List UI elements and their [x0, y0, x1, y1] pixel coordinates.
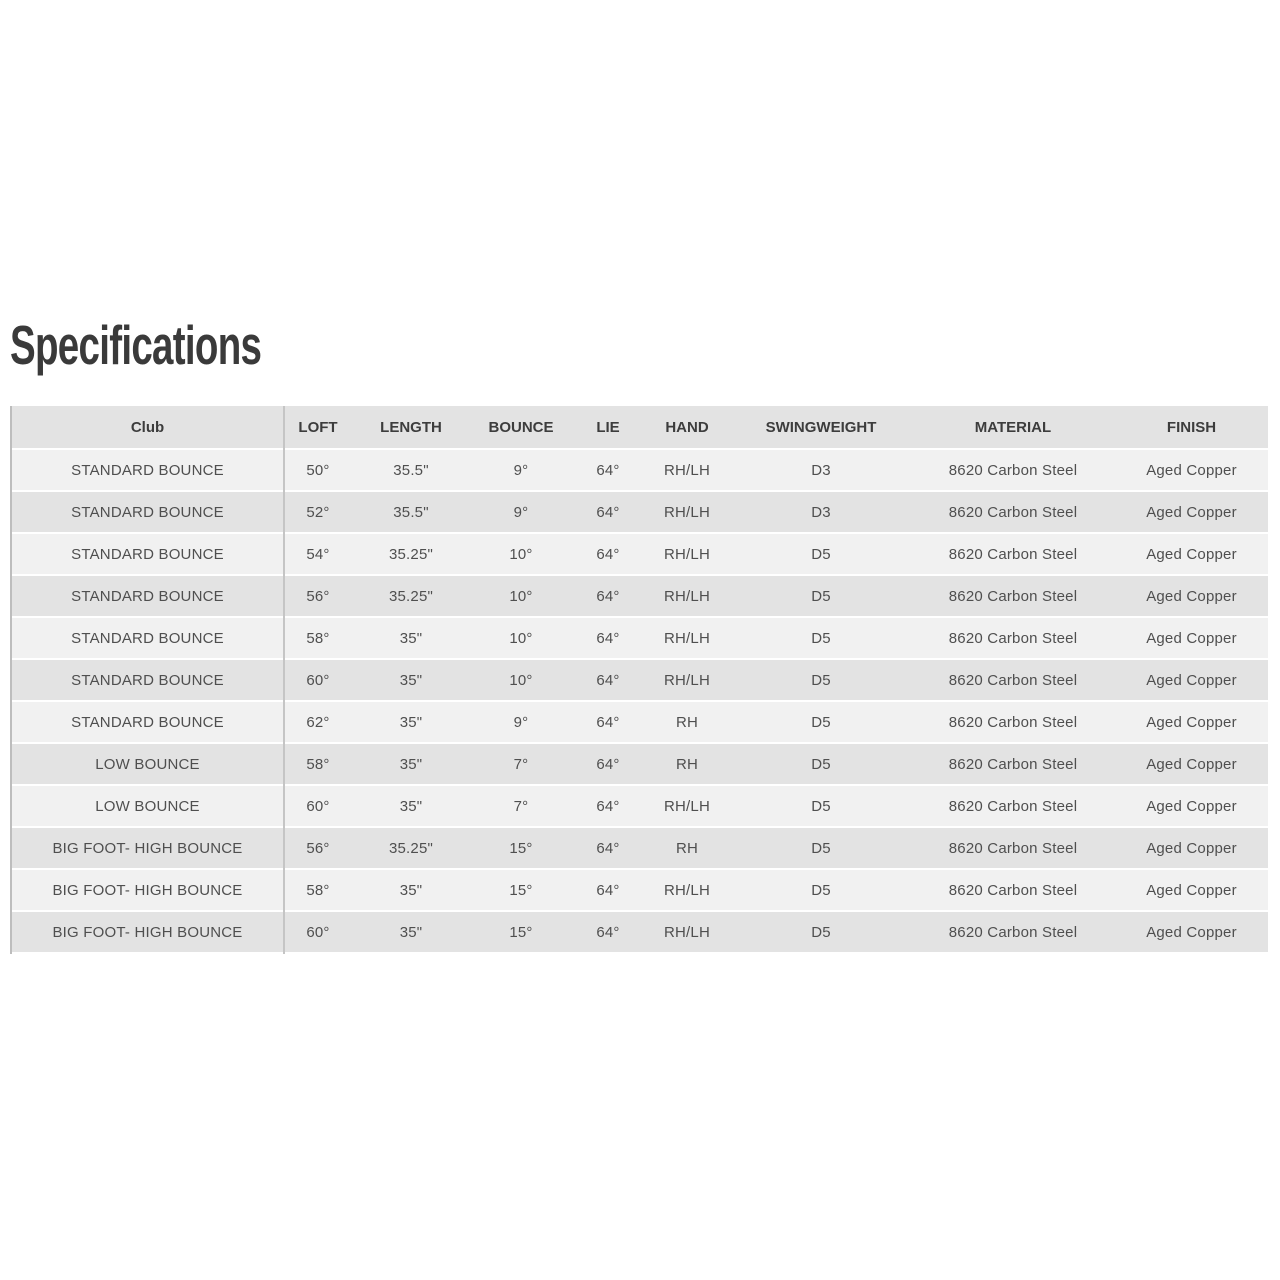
column-header-hand: HAND — [643, 406, 731, 450]
cell-length: 35" — [353, 660, 469, 702]
specifications-table-container — [10, 406, 1268, 954]
cell-material: 8620 Carbon Steel — [911, 744, 1115, 786]
cell-bounce: 10° — [469, 576, 573, 618]
cell-finish: Aged Copper — [1115, 786, 1268, 828]
cell-finish: Aged Copper — [1115, 576, 1268, 618]
cell-club: BIG FOOT- HIGH BOUNCE — [12, 912, 283, 954]
cell-loft: 50° — [283, 450, 353, 492]
cell-finish: Aged Copper — [1115, 912, 1268, 954]
cell-hand: RH/LH — [643, 576, 731, 618]
cell-length: 35.5" — [353, 492, 469, 534]
table-row — [12, 576, 1268, 618]
cell-swingweight: D5 — [731, 912, 911, 954]
cell-hand: RH/LH — [643, 912, 731, 954]
cell-swingweight: D5 — [731, 660, 911, 702]
spec-table — [12, 406, 1268, 954]
cell-material: 8620 Carbon Steel — [911, 912, 1115, 954]
cell-swingweight: D5 — [731, 786, 911, 828]
column-header-club: Club — [12, 406, 283, 450]
cell-club: STANDARD BOUNCE — [12, 618, 283, 660]
cell-hand: RH/LH — [643, 450, 731, 492]
cell-bounce: 7° — [469, 744, 573, 786]
cell-lie: 64° — [573, 534, 643, 576]
cell-length: 35" — [353, 744, 469, 786]
cell-material: 8620 Carbon Steel — [911, 534, 1115, 576]
cell-club: STANDARD BOUNCE — [12, 576, 283, 618]
cell-bounce: 10° — [469, 618, 573, 660]
cell-club: STANDARD BOUNCE — [12, 660, 283, 702]
table-header — [12, 406, 1268, 450]
cell-length: 35.5" — [353, 450, 469, 492]
cell-hand: RH — [643, 744, 731, 786]
cell-length: 35.25" — [353, 576, 469, 618]
cell-loft: 56° — [283, 576, 353, 618]
cell-club: LOW BOUNCE — [12, 786, 283, 828]
cell-lie: 64° — [573, 870, 643, 912]
cell-swingweight: D5 — [731, 702, 911, 744]
cell-lie: 64° — [573, 492, 643, 534]
column-header-loft: LOFT — [283, 406, 353, 450]
table-row — [12, 786, 1268, 828]
table-row — [12, 534, 1268, 576]
cell-lie: 64° — [573, 744, 643, 786]
cell-material: 8620 Carbon Steel — [911, 786, 1115, 828]
cell-swingweight: D3 — [731, 450, 911, 492]
cell-swingweight: D5 — [731, 870, 911, 912]
cell-material: 8620 Carbon Steel — [911, 618, 1115, 660]
table-left-border — [10, 406, 12, 954]
cell-bounce: 15° — [469, 912, 573, 954]
cell-finish: Aged Copper — [1115, 870, 1268, 912]
cell-club: STANDARD BOUNCE — [12, 534, 283, 576]
table-row — [12, 618, 1268, 660]
column-header-material: MATERIAL — [911, 406, 1115, 450]
cell-finish: Aged Copper — [1115, 702, 1268, 744]
cell-bounce: 9° — [469, 702, 573, 744]
cell-lie: 64° — [573, 912, 643, 954]
cell-bounce: 10° — [469, 660, 573, 702]
cell-loft: 60° — [283, 912, 353, 954]
table-body — [12, 450, 1268, 954]
column-header-bounce: BOUNCE — [469, 406, 573, 450]
cell-club: STANDARD BOUNCE — [12, 450, 283, 492]
table-row — [12, 828, 1268, 870]
table-row — [12, 744, 1268, 786]
cell-lie: 64° — [573, 618, 643, 660]
cell-hand: RH — [643, 828, 731, 870]
table-row — [12, 870, 1268, 912]
cell-finish: Aged Copper — [1115, 450, 1268, 492]
cell-lie: 64° — [573, 786, 643, 828]
cell-swingweight: D5 — [731, 576, 911, 618]
cell-length: 35" — [353, 786, 469, 828]
cell-hand: RH/LH — [643, 618, 731, 660]
club-column-divider — [283, 406, 285, 954]
cell-material: 8620 Carbon Steel — [911, 660, 1115, 702]
column-header-swingweight: SWINGWEIGHT — [731, 406, 911, 450]
table-row — [12, 912, 1268, 954]
cell-length: 35" — [353, 870, 469, 912]
cell-material: 8620 Carbon Steel — [911, 450, 1115, 492]
cell-swingweight: D5 — [731, 744, 911, 786]
column-header-length: LENGTH — [353, 406, 469, 450]
cell-swingweight: D3 — [731, 492, 911, 534]
cell-finish: Aged Copper — [1115, 618, 1268, 660]
cell-length: 35" — [353, 912, 469, 954]
cell-material: 8620 Carbon Steel — [911, 702, 1115, 744]
cell-length: 35.25" — [353, 534, 469, 576]
column-header-lie: LIE — [573, 406, 643, 450]
cell-material: 8620 Carbon Steel — [911, 828, 1115, 870]
table-row — [12, 702, 1268, 744]
cell-hand: RH/LH — [643, 870, 731, 912]
cell-club: BIG FOOT- HIGH BOUNCE — [12, 828, 283, 870]
cell-length: 35" — [353, 702, 469, 744]
cell-hand: RH/LH — [643, 534, 731, 576]
page-title: Specifications — [10, 314, 262, 376]
table-row — [12, 492, 1268, 534]
cell-lie: 64° — [573, 660, 643, 702]
cell-length: 35" — [353, 618, 469, 660]
column-header-finish: FINISH — [1115, 406, 1268, 450]
cell-swingweight: D5 — [731, 534, 911, 576]
cell-lie: 64° — [573, 702, 643, 744]
cell-bounce: 7° — [469, 786, 573, 828]
cell-finish: Aged Copper — [1115, 534, 1268, 576]
cell-hand: RH/LH — [643, 492, 731, 534]
cell-loft: 58° — [283, 618, 353, 660]
cell-loft: 58° — [283, 870, 353, 912]
cell-bounce: 9° — [469, 450, 573, 492]
cell-club: STANDARD BOUNCE — [12, 702, 283, 744]
cell-bounce: 15° — [469, 870, 573, 912]
cell-club: STANDARD BOUNCE — [12, 492, 283, 534]
table-row — [12, 660, 1268, 702]
cell-loft: 60° — [283, 786, 353, 828]
cell-loft: 58° — [283, 744, 353, 786]
cell-swingweight: D5 — [731, 618, 911, 660]
cell-finish: Aged Copper — [1115, 660, 1268, 702]
cell-hand: RH/LH — [643, 660, 731, 702]
cell-loft: 60° — [283, 660, 353, 702]
cell-finish: Aged Copper — [1115, 744, 1268, 786]
cell-bounce: 9° — [469, 492, 573, 534]
cell-loft: 52° — [283, 492, 353, 534]
cell-club: LOW BOUNCE — [12, 744, 283, 786]
cell-finish: Aged Copper — [1115, 492, 1268, 534]
cell-swingweight: D5 — [731, 828, 911, 870]
cell-loft: 54° — [283, 534, 353, 576]
cell-lie: 64° — [573, 450, 643, 492]
cell-material: 8620 Carbon Steel — [911, 870, 1115, 912]
cell-hand: RH — [643, 702, 731, 744]
cell-loft: 56° — [283, 828, 353, 870]
cell-lie: 64° — [573, 576, 643, 618]
cell-loft: 62° — [283, 702, 353, 744]
cell-bounce: 15° — [469, 828, 573, 870]
cell-bounce: 10° — [469, 534, 573, 576]
table-row — [12, 450, 1268, 492]
cell-material: 8620 Carbon Steel — [911, 576, 1115, 618]
cell-finish: Aged Copper — [1115, 828, 1268, 870]
cell-lie: 64° — [573, 828, 643, 870]
cell-hand: RH/LH — [643, 786, 731, 828]
cell-length: 35.25" — [353, 828, 469, 870]
cell-material: 8620 Carbon Steel — [911, 492, 1115, 534]
cell-club: BIG FOOT- HIGH BOUNCE — [12, 870, 283, 912]
header-row — [12, 406, 1268, 450]
